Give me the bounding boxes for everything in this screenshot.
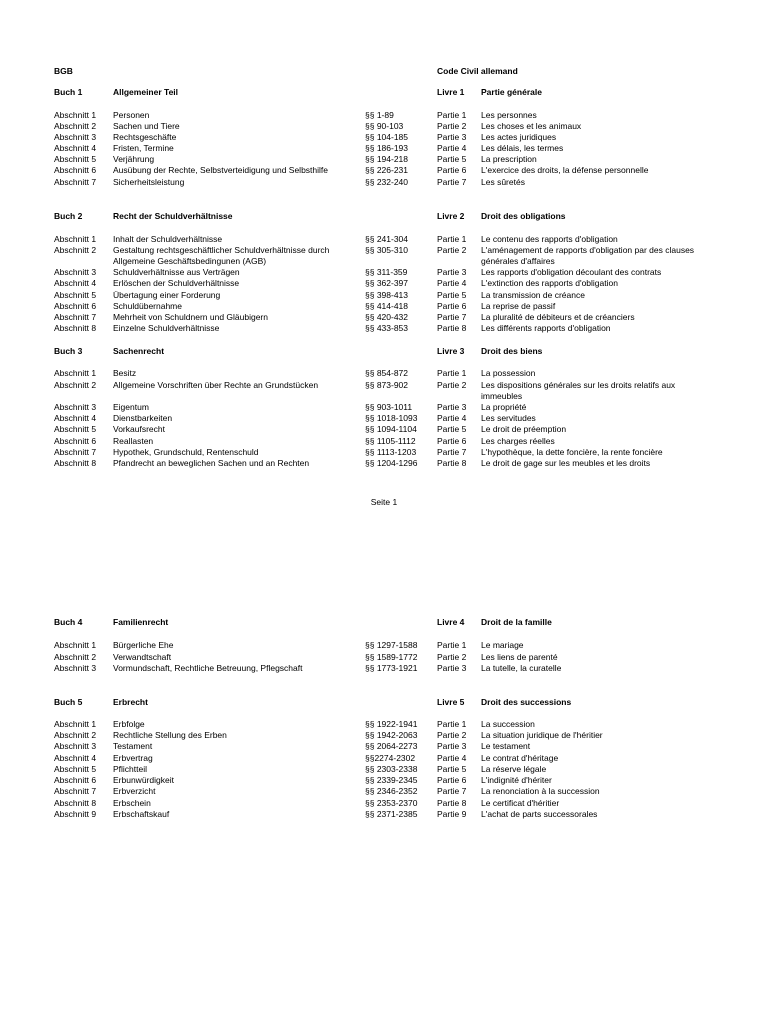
section-number-fr: Partie 7 bbox=[437, 177, 467, 187]
paragraph-range: §§ 2371-2385 bbox=[365, 809, 418, 819]
section-number-de: Abschnitt 4 bbox=[54, 278, 97, 288]
paragraph-range: §§ 1105-1112 bbox=[365, 436, 416, 446]
paragraph-range: §§ 1942-2063 bbox=[365, 730, 418, 740]
section-number-fr: Partie 4 bbox=[437, 413, 467, 423]
section-number-fr: Partie 2 bbox=[437, 245, 467, 255]
section-number-de: Abschnitt 6 bbox=[54, 301, 97, 311]
section-title-fr: Les rapports d'obligation découlant des contrats bbox=[481, 267, 662, 277]
section-number-de: Abschnitt 6 bbox=[54, 436, 97, 446]
book-title-de: Allgemeiner Teil bbox=[113, 87, 179, 97]
section-title-fr: Le contenu des rapports d'obligation bbox=[481, 234, 618, 244]
book-number-de: Buch 4 bbox=[54, 617, 83, 627]
section-title-fr: Les liens de parenté bbox=[481, 652, 558, 662]
section-number-de: Abschnitt 7 bbox=[54, 177, 97, 187]
section-number-de: Abschnitt 1 bbox=[54, 110, 97, 120]
section-title-de: Sachen und Tiere bbox=[113, 121, 180, 131]
section-title-fr: L'hypothèque, la dette foncière, la rente foncière bbox=[481, 447, 663, 457]
section-title-fr: La reprise de passif bbox=[481, 301, 556, 311]
section-title-fr: Le droit de gage sur les meubles et les droits bbox=[481, 458, 651, 468]
paragraph-range: §§ 305-310 bbox=[365, 245, 409, 255]
section-number-de: Abschnitt 1 bbox=[54, 368, 97, 378]
section-number-de: Abschnitt 1 bbox=[54, 234, 97, 244]
section-number-fr: Partie 8 bbox=[437, 323, 467, 333]
section-number-fr: Partie 2 bbox=[437, 652, 467, 662]
section-title-fr: Les délais, les termes bbox=[481, 143, 564, 153]
section-title-fr: La prescription bbox=[481, 154, 537, 164]
section-title-fr: La réserve légale bbox=[481, 764, 547, 774]
section-title-fr: Le droit de préemption bbox=[481, 424, 567, 434]
section-number-de: Abschnitt 2 bbox=[54, 730, 97, 740]
section-title-de: Inhalt der Schuldverhältnisse bbox=[113, 234, 223, 244]
section-title-de: Erlöschen der Schuldverhältnisse bbox=[113, 278, 240, 288]
section-title-de: Testament bbox=[113, 741, 153, 751]
section-number-fr: Partie 3 bbox=[437, 663, 467, 673]
section-number-fr: Partie 1 bbox=[437, 719, 467, 729]
section-number-de: Abschnitt 8 bbox=[54, 458, 97, 468]
section-title-de: Schuldübernahme bbox=[113, 301, 182, 311]
book-number-de: Buch 5 bbox=[54, 697, 83, 707]
paragraph-range: §§ 2346-2352 bbox=[365, 786, 418, 796]
paragraph-range: §§ 1018-1093 bbox=[365, 413, 418, 423]
section-title-fr: L'aménagement de rapports d'obligation par des clauses générales d'affaires bbox=[481, 245, 695, 267]
book-title-de: Familienrecht bbox=[113, 617, 169, 627]
section-title-de: Verjährung bbox=[113, 154, 155, 164]
section-number-fr: Partie 4 bbox=[437, 278, 467, 288]
section-title-de: Pfandrecht an beweglichen Sachen und an Rechten bbox=[113, 458, 310, 468]
section-title-de: Eigentum bbox=[113, 402, 149, 412]
document-title-de: BGB bbox=[54, 66, 73, 76]
paragraph-range: §§ 362-397 bbox=[365, 278, 409, 288]
section-number-de: Abschnitt 5 bbox=[54, 154, 97, 164]
section-number-fr: Partie 7 bbox=[437, 447, 467, 457]
book-number-fr: Livre 2 bbox=[437, 211, 465, 221]
book-number-fr: Livre 1 bbox=[437, 87, 465, 97]
section-number-fr: Partie 8 bbox=[437, 458, 467, 468]
section-number-fr: Partie 2 bbox=[437, 121, 467, 131]
section-number-fr: Partie 2 bbox=[437, 380, 467, 390]
book-title-de: Sachenrecht bbox=[113, 346, 165, 356]
section-title-fr: La transmission de créance bbox=[481, 290, 585, 300]
section-title-de: Reallasten bbox=[113, 436, 154, 446]
book-title-de: Recht der Schuldverhältnisse bbox=[113, 211, 233, 221]
section-title-de: Allgemeine Vorschriften über Rechte an Grundstücken bbox=[113, 380, 319, 390]
section-number-fr: Partie 9 bbox=[437, 809, 467, 819]
document-title-fr: Code Civil allemand bbox=[437, 66, 518, 76]
section-title-fr: Les choses et les animaux bbox=[481, 121, 582, 131]
section-title-fr: Les actes juridiques bbox=[481, 132, 557, 142]
section-number-de: Abschnitt 8 bbox=[54, 323, 97, 333]
section-title-de: Ausübung der Rechte, Selbstverteidigung und Selbsthilfe bbox=[113, 165, 329, 175]
paragraph-range: §§ 2339-2345 bbox=[365, 775, 418, 785]
section-title-fr: Le mariage bbox=[481, 640, 524, 650]
section-number-fr: Partie 5 bbox=[437, 764, 467, 774]
section-title-de: Rechtliche Stellung des Erben bbox=[113, 730, 227, 740]
book-title-fr: Droit des obligations bbox=[481, 211, 566, 221]
section-number-fr: Partie 7 bbox=[437, 312, 467, 322]
section-number-de: Abschnitt 3 bbox=[54, 663, 97, 673]
section-title-de: Übertagung einer Forderung bbox=[113, 290, 221, 300]
paragraph-range: §§ 1-89 bbox=[365, 110, 394, 120]
page-number: Seite 1 bbox=[370, 497, 398, 507]
section-title-de: Personen bbox=[113, 110, 150, 120]
section-number-fr: Partie 5 bbox=[437, 290, 467, 300]
section-title-de: Verwandtschaft bbox=[113, 652, 172, 662]
section-number-de: Abschnitt 2 bbox=[54, 121, 97, 131]
paragraph-range: §§ 90-103 bbox=[365, 121, 404, 131]
section-title-de: Gestaltung rechtsgeschäftlicher Schuldverhältnisse durch Allgemeine Geschäftsbedingunen (AGB) bbox=[113, 245, 330, 267]
section-title-de: Erbschein bbox=[113, 798, 151, 808]
section-title-de: Erbvertrag bbox=[113, 753, 153, 763]
section-number-de: Abschnitt 1 bbox=[54, 640, 97, 650]
section-title-de: Erbunwürdigkeit bbox=[113, 775, 174, 785]
section-number-fr: Partie 3 bbox=[437, 741, 467, 751]
book-title-de: Erbrecht bbox=[113, 697, 148, 707]
paragraph-range: §§ 398-413 bbox=[365, 290, 409, 300]
section-title-de: Sicherheitsleistung bbox=[113, 177, 185, 187]
section-number-fr: Partie 6 bbox=[437, 301, 467, 311]
section-number-de: Abschnitt 2 bbox=[54, 380, 97, 390]
section-number-de: Abschnitt 6 bbox=[54, 775, 97, 785]
paragraph-range: §§ 186-193 bbox=[365, 143, 409, 153]
paragraph-range: §§ 420-432 bbox=[365, 312, 409, 322]
section-number-de: Abschnitt 2 bbox=[54, 652, 97, 662]
book-title-fr: Droit de la famille bbox=[481, 617, 552, 627]
paragraph-range: §§ 1204-1296 bbox=[365, 458, 418, 468]
paragraph-range: §§ 104-185 bbox=[365, 132, 409, 142]
section-number-de: Abschnitt 3 bbox=[54, 402, 97, 412]
paragraph-range: §§ 2064-2273 bbox=[365, 741, 418, 751]
book-number-de: Buch 1 bbox=[54, 87, 83, 97]
section-number-de: Abschnitt 3 bbox=[54, 741, 97, 751]
paragraph-range: §§ 1589-1772 bbox=[365, 652, 418, 662]
section-title-de: Hypothek, Grundschuld, Rentenschuld bbox=[113, 447, 259, 457]
book-title-fr: Partie générale bbox=[481, 87, 542, 97]
section-number-fr: Partie 4 bbox=[437, 143, 467, 153]
paragraph-range: §§ 194-218 bbox=[365, 154, 409, 164]
paragraph-range: §§ 241-304 bbox=[365, 234, 409, 244]
section-number-de: Abschnitt 3 bbox=[54, 132, 97, 142]
section-number-fr: Partie 5 bbox=[437, 424, 467, 434]
section-number-de: Abschnitt 7 bbox=[54, 312, 97, 322]
paragraph-range: §§ 433-853 bbox=[365, 323, 409, 333]
section-number-fr: Partie 6 bbox=[437, 436, 467, 446]
section-title-fr: L'exercice des droits, la défense personnelle bbox=[481, 165, 649, 175]
section-title-fr: Le testament bbox=[481, 741, 531, 751]
section-number-de: Abschnitt 2 bbox=[54, 245, 97, 255]
section-title-fr: La possession bbox=[481, 368, 536, 378]
section-number-de: Abschnitt 8 bbox=[54, 798, 97, 808]
book-title-fr: Droit des successions bbox=[481, 697, 572, 707]
section-title-de: Einzelne Schuldverhältnisse bbox=[113, 323, 220, 333]
section-title-de: Fristen, Termine bbox=[113, 143, 174, 153]
section-title-de: Vormundschaft, Rechtliche Betreuung, Pflegschaft bbox=[113, 663, 303, 673]
section-number-fr: Partie 1 bbox=[437, 234, 467, 244]
section-title-de: Erbfolge bbox=[113, 719, 145, 729]
paragraph-range: §§ 1773-1921 bbox=[365, 663, 418, 673]
section-title-de: Besitz bbox=[113, 368, 137, 378]
section-title-de: Rechtsgeschäfte bbox=[113, 132, 177, 142]
paragraph-range: §§ 232-240 bbox=[365, 177, 409, 187]
section-number-de: Abschnitt 4 bbox=[54, 413, 97, 423]
section-title-fr: La pluralité de débiteurs et de créanciers bbox=[481, 312, 635, 322]
section-title-de: Bürgerliche Ehe bbox=[113, 640, 174, 650]
paragraph-range: §§2274-2302 bbox=[365, 753, 416, 763]
book-number-de: Buch 3 bbox=[54, 346, 83, 356]
section-title-de: Vorkaufsrecht bbox=[113, 424, 165, 434]
paragraph-range: §§ 226-231 bbox=[365, 165, 409, 175]
book-number-fr: Livre 4 bbox=[437, 617, 465, 627]
section-title-fr: La succession bbox=[481, 719, 535, 729]
section-title-fr: L'achat de parts successorales bbox=[481, 809, 598, 819]
section-number-fr: Partie 6 bbox=[437, 775, 467, 785]
section-number-fr: Partie 8 bbox=[437, 798, 467, 808]
paragraph-range: §§ 1297-1588 bbox=[365, 640, 418, 650]
section-number-de: Abschnitt 5 bbox=[54, 424, 97, 434]
section-number-de: Abschnitt 9 bbox=[54, 809, 97, 819]
section-title-de: Erbschaftskauf bbox=[113, 809, 170, 819]
section-title-fr: Les charges réelles bbox=[481, 436, 555, 446]
section-title-fr: La propriété bbox=[481, 402, 527, 412]
section-title-de: Erbverzicht bbox=[113, 786, 156, 796]
section-number-fr: Partie 1 bbox=[437, 640, 467, 650]
paragraph-range: §§ 2353-2370 bbox=[365, 798, 418, 808]
paragraph-range: §§ 311-359 bbox=[365, 267, 408, 277]
section-title-fr: La situation juridique de l'héritier bbox=[481, 730, 603, 740]
section-number-de: Abschnitt 3 bbox=[54, 267, 97, 277]
section-title-fr: La tutelle, la curatelle bbox=[481, 663, 562, 673]
section-number-de: Abschnitt 5 bbox=[54, 290, 97, 300]
section-title-fr: Les dispositions générales sur les droits relatifs aux immeubles bbox=[481, 380, 676, 402]
book-number-de: Buch 2 bbox=[54, 211, 83, 221]
section-title-fr: Les différents rapports d'obligation bbox=[481, 323, 611, 333]
section-number-de: Abschnitt 6 bbox=[54, 165, 97, 175]
paragraph-range: §§ 1922-1941 bbox=[365, 719, 418, 729]
section-title-fr: Le certificat d'héritier bbox=[481, 798, 560, 808]
section-number-de: Abschnitt 4 bbox=[54, 753, 97, 763]
section-title-de: Dienstbarkeiten bbox=[113, 413, 173, 423]
section-number-de: Abschnitt 1 bbox=[54, 719, 97, 729]
section-number-fr: Partie 1 bbox=[437, 368, 467, 378]
paragraph-range: §§ 1113-1203 bbox=[365, 447, 417, 457]
section-title-fr: L'indignité d'hériter bbox=[481, 775, 552, 785]
section-number-fr: Partie 2 bbox=[437, 730, 467, 740]
section-number-fr: Partie 7 bbox=[437, 786, 467, 796]
section-number-fr: Partie 5 bbox=[437, 154, 467, 164]
paragraph-range: §§ 2303-2338 bbox=[365, 764, 418, 774]
section-title-de: Schuldverhältnisse aus Verträgen bbox=[113, 267, 240, 277]
paragraph-range: §§ 414-418 bbox=[365, 301, 409, 311]
section-number-fr: Partie 1 bbox=[437, 110, 467, 120]
section-title-de: Pflichtteil bbox=[113, 764, 148, 774]
section-number-de: Abschnitt 4 bbox=[54, 143, 97, 153]
section-title-fr: Le contrat d'héritage bbox=[481, 753, 559, 763]
section-title-fr: Les servitudes bbox=[481, 413, 536, 423]
section-number-fr: Partie 3 bbox=[437, 267, 467, 277]
book-number-fr: Livre 3 bbox=[437, 346, 465, 356]
section-number-fr: Partie 3 bbox=[437, 132, 467, 142]
paragraph-range: §§ 873-902 bbox=[365, 380, 409, 390]
section-title-fr: La renonciation à la succession bbox=[481, 786, 600, 796]
section-number-fr: Partie 4 bbox=[437, 753, 467, 763]
section-number-de: Abschnitt 7 bbox=[54, 447, 97, 457]
section-number-de: Abschnitt 5 bbox=[54, 764, 97, 774]
book-title-fr: Droit des biens bbox=[481, 346, 543, 356]
book-number-fr: Livre 5 bbox=[437, 697, 465, 707]
section-number-fr: Partie 3 bbox=[437, 402, 467, 412]
section-number-de: Abschnitt 7 bbox=[54, 786, 97, 796]
section-title-de: Mehrheit von Schuldnern und Gläubigern bbox=[113, 312, 268, 322]
section-title-fr: Les personnes bbox=[481, 110, 537, 120]
section-number-fr: Partie 6 bbox=[437, 165, 467, 175]
section-title-fr: L'extinction des rapports d'obligation bbox=[481, 278, 618, 288]
paragraph-range: §§ 1094-1104 bbox=[365, 424, 417, 434]
paragraph-range: §§ 854-872 bbox=[365, 368, 409, 378]
section-title-fr: Les sûretés bbox=[481, 177, 525, 187]
paragraph-range: §§ 903-1011 bbox=[365, 402, 413, 412]
